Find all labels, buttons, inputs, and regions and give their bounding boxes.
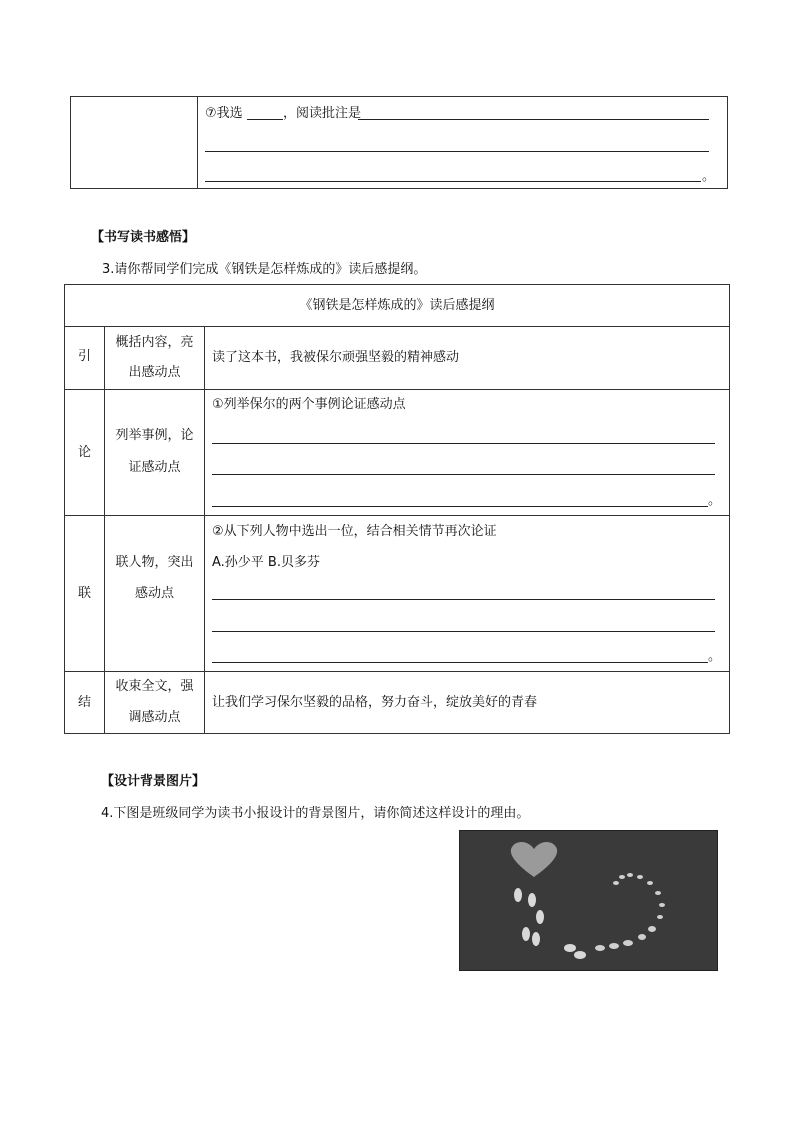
footprints-icon <box>514 888 586 959</box>
row-desc-line1: 列举事例，论 <box>115 428 194 443</box>
answer-blank[interactable] <box>212 599 715 600</box>
row-content: ①列举保尔的两个事例论证感动点 <box>212 397 406 412</box>
end-mark: 。 <box>702 169 716 184</box>
annotation-blank-3[interactable] <box>205 181 701 182</box>
row-desc-line1: 收束全文，强 <box>115 679 194 694</box>
column-divider <box>204 326 205 733</box>
annotation-blank-2[interactable] <box>205 151 709 152</box>
outline-title: 《钢铁是怎样炼成的》读后感提纲 <box>299 298 495 313</box>
row-divider <box>65 326 729 327</box>
choice-blank[interactable] <box>247 119 283 120</box>
row-desc-line1: 联人物，突出 <box>115 555 194 570</box>
end-mark: 。 <box>708 649 722 664</box>
section-heading-writing: 【书写读书感悟】 <box>91 230 196 245</box>
row-key-lun: 论 <box>77 445 91 460</box>
row-desc-line1: 概括内容，亮 <box>115 335 194 350</box>
answer-blank[interactable] <box>212 474 715 475</box>
row-desc-line2: 出感动点 <box>128 365 181 380</box>
section-heading-design: 【设计背景图片】 <box>101 774 206 789</box>
row-key-yin: 引 <box>77 349 91 364</box>
answer-blank[interactable] <box>212 662 708 663</box>
row-divider <box>65 389 729 390</box>
item7-suffix: ，阅读批注是 <box>283 106 362 121</box>
row-desc-line2: 感动点 <box>134 586 174 601</box>
heart-icon <box>511 842 557 877</box>
background-picture <box>459 830 718 971</box>
item7-prefix: ⑦我选 <box>205 106 243 121</box>
row-key-jie: 结 <box>77 695 91 710</box>
row-desc-line2: 证感动点 <box>128 460 181 475</box>
answer-blank[interactable] <box>212 506 708 507</box>
row-desc-line2: 调感动点 <box>128 710 181 725</box>
question-4: 4.下图是班级同学为读书小报设计的背景图片，请你简述这样设计的理由。 <box>101 806 530 821</box>
footprint-trail-icon <box>595 873 665 951</box>
person-options: A.孙少平 B.贝多芬 <box>212 555 320 570</box>
outline-table <box>64 284 730 734</box>
column-divider <box>104 326 105 733</box>
row-divider <box>65 671 729 672</box>
row-content: ②从下列人物中选出一位，结合相关情节再次论证 <box>212 524 497 539</box>
answer-blank[interactable] <box>212 443 715 444</box>
end-mark: 。 <box>708 493 722 508</box>
heart-footprints-illustration <box>460 831 717 970</box>
row-content: 读了这本书，我被保尔顽强坚毅的精神感动 <box>212 350 460 365</box>
question-3: 3.请你帮同学们完成《钢铁是怎样炼成的》读后感提纲。 <box>102 262 427 277</box>
top-answer-table <box>70 96 728 189</box>
row-divider <box>65 515 729 516</box>
row-key-lian: 联 <box>77 586 91 601</box>
annotation-blank-1[interactable] <box>358 119 709 120</box>
answer-blank[interactable] <box>212 631 715 632</box>
row-content: 让我们学习保尔坚毅的品格，努力奋斗，绽放美好的青春 <box>212 695 538 710</box>
table-divider <box>197 97 198 188</box>
